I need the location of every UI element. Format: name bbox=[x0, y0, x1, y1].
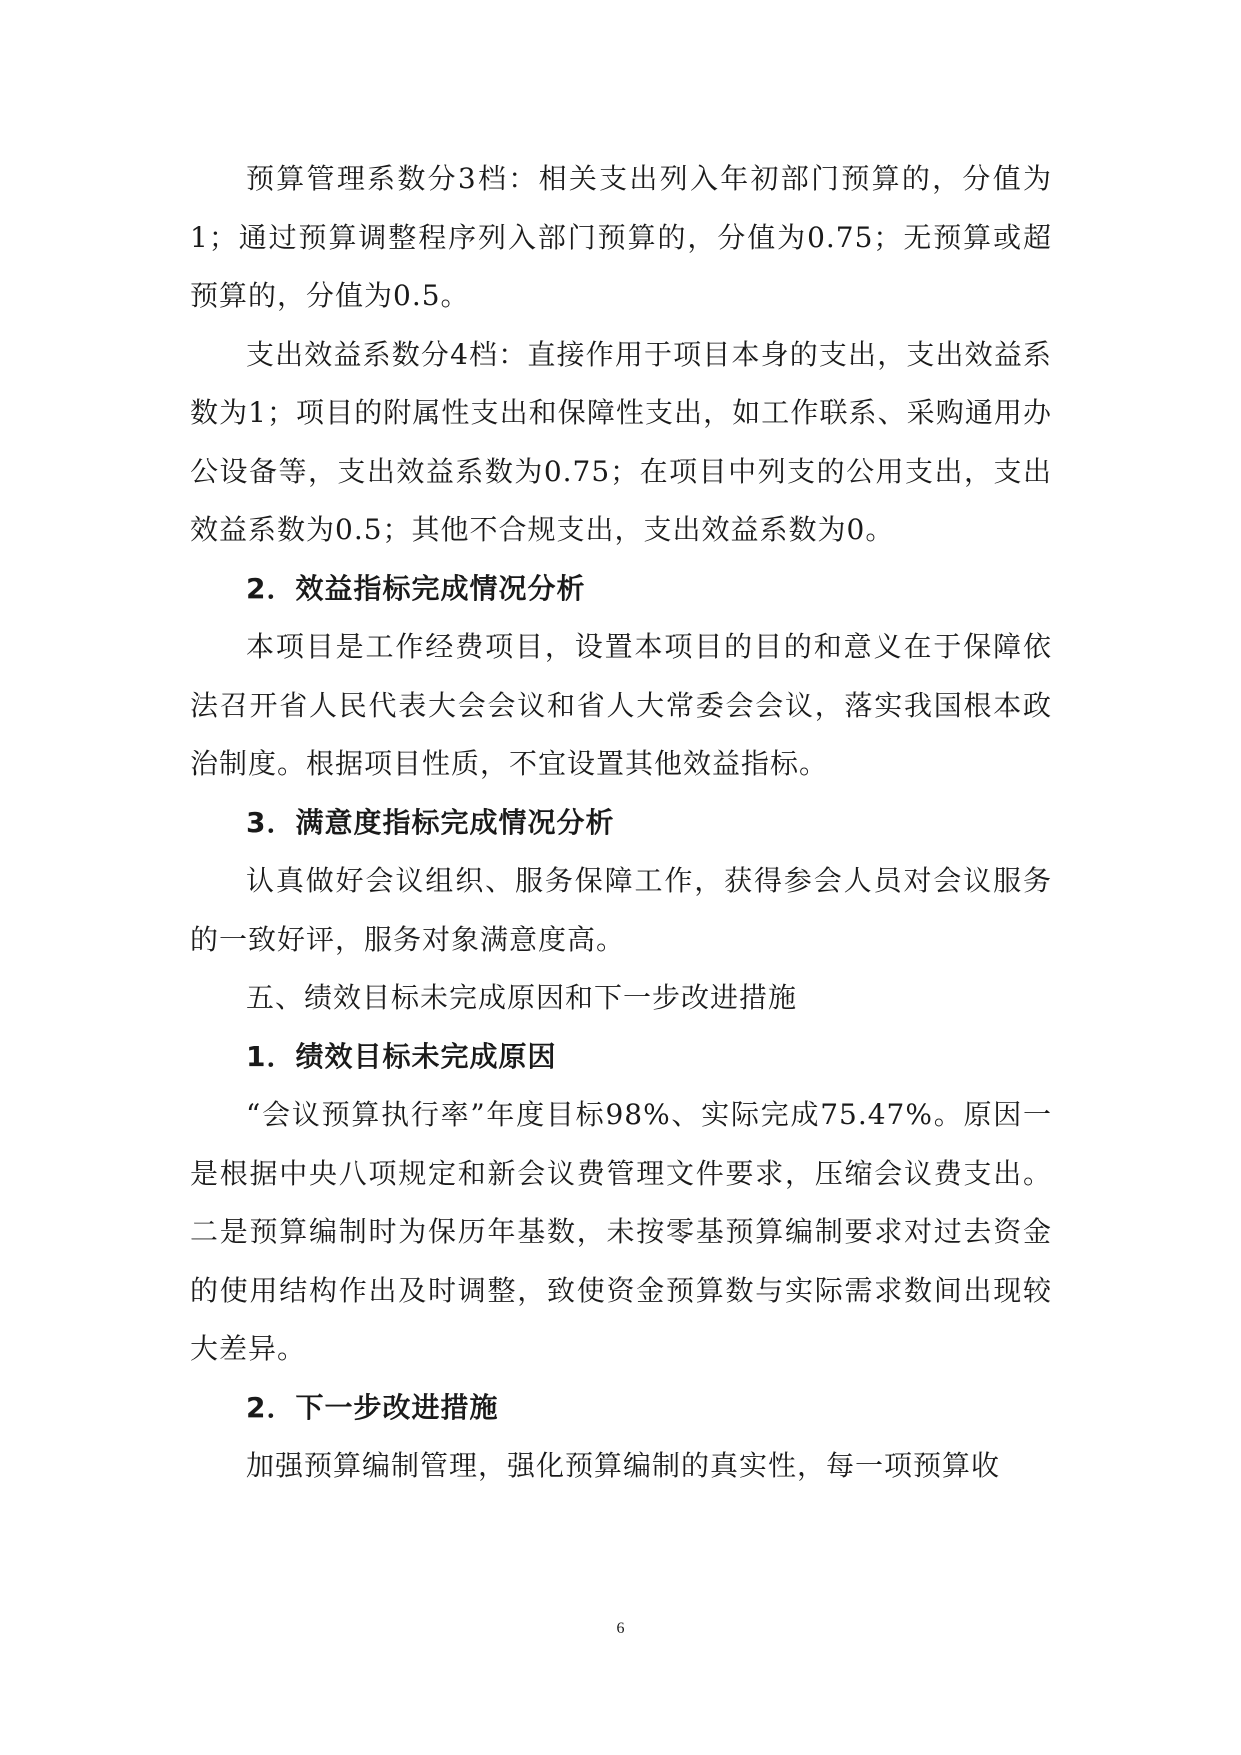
paragraph-benefit-analysis: 本项目是工作经费项目，设置本项目的目的和意义在于保障依法召开省人民代表大会会议和省人大常委会会议，落实我国根本政治制度。根据项目性质，不宜设置其他效益指标。 bbox=[190, 630, 1052, 780]
heading-improvement-measures: 2．下一步改进措施 bbox=[246, 1390, 499, 1424]
heading-section-five: 五、绩效目标未完成原因和下一步改进措施 bbox=[246, 981, 798, 1014]
paragraph-unmet-reasons: “会议预算执行率”年度目标98%、实际完成75.47%。原因一是根据中央八项规定和新会议费管理文件要求，压缩会议费支出。二是预算编制时为保历年基数，未按零基预算编制要求对过去资金的使用结构作出及时调整，致使资金预算数与实际需求数间出现较大差异。 bbox=[190, 1098, 1052, 1365]
paragraph-improvement-measures: 加强预算编制管理，强化预算编制的真实性，每一项预算收 bbox=[246, 1449, 1001, 1482]
heading-satisfaction-indicators: 3．满意度指标完成情况分析 bbox=[246, 805, 615, 839]
page-number: 6 bbox=[616, 1620, 625, 1637]
heading-unmet-reasons: 1．绩效目标未完成原因 bbox=[246, 1039, 557, 1073]
paragraph-budget-management-coefficient: 预算管理系数分3档：相关支出列入年初部门预算的，分值为1；通过预算调整程序列入部门预算的，分值为0.75；无预算或超预算的，分值为0.5。 bbox=[190, 162, 1052, 312]
document-body bbox=[190, 150, 1052, 1496]
paragraph-satisfaction-analysis: 认真做好会议组织、服务保障工作，获得参会人员对会议服务的一致好评，服务对象满意度高。 bbox=[190, 864, 1052, 956]
paragraph-expenditure-benefit-coefficient: 支出效益系数分4档：直接作用于项目本身的支出，支出效益系数为1；项目的附属性支出和保障性支出，如工作联系、采购通用办公设备等，支出效益系数为0.75；在项目中列支的公用支出，支出效益系数为0.5；其他不合规支出，支出效益系数为0。 bbox=[190, 337, 1052, 546]
heading-benefit-indicators: 2．效益指标完成情况分析 bbox=[246, 571, 586, 605]
